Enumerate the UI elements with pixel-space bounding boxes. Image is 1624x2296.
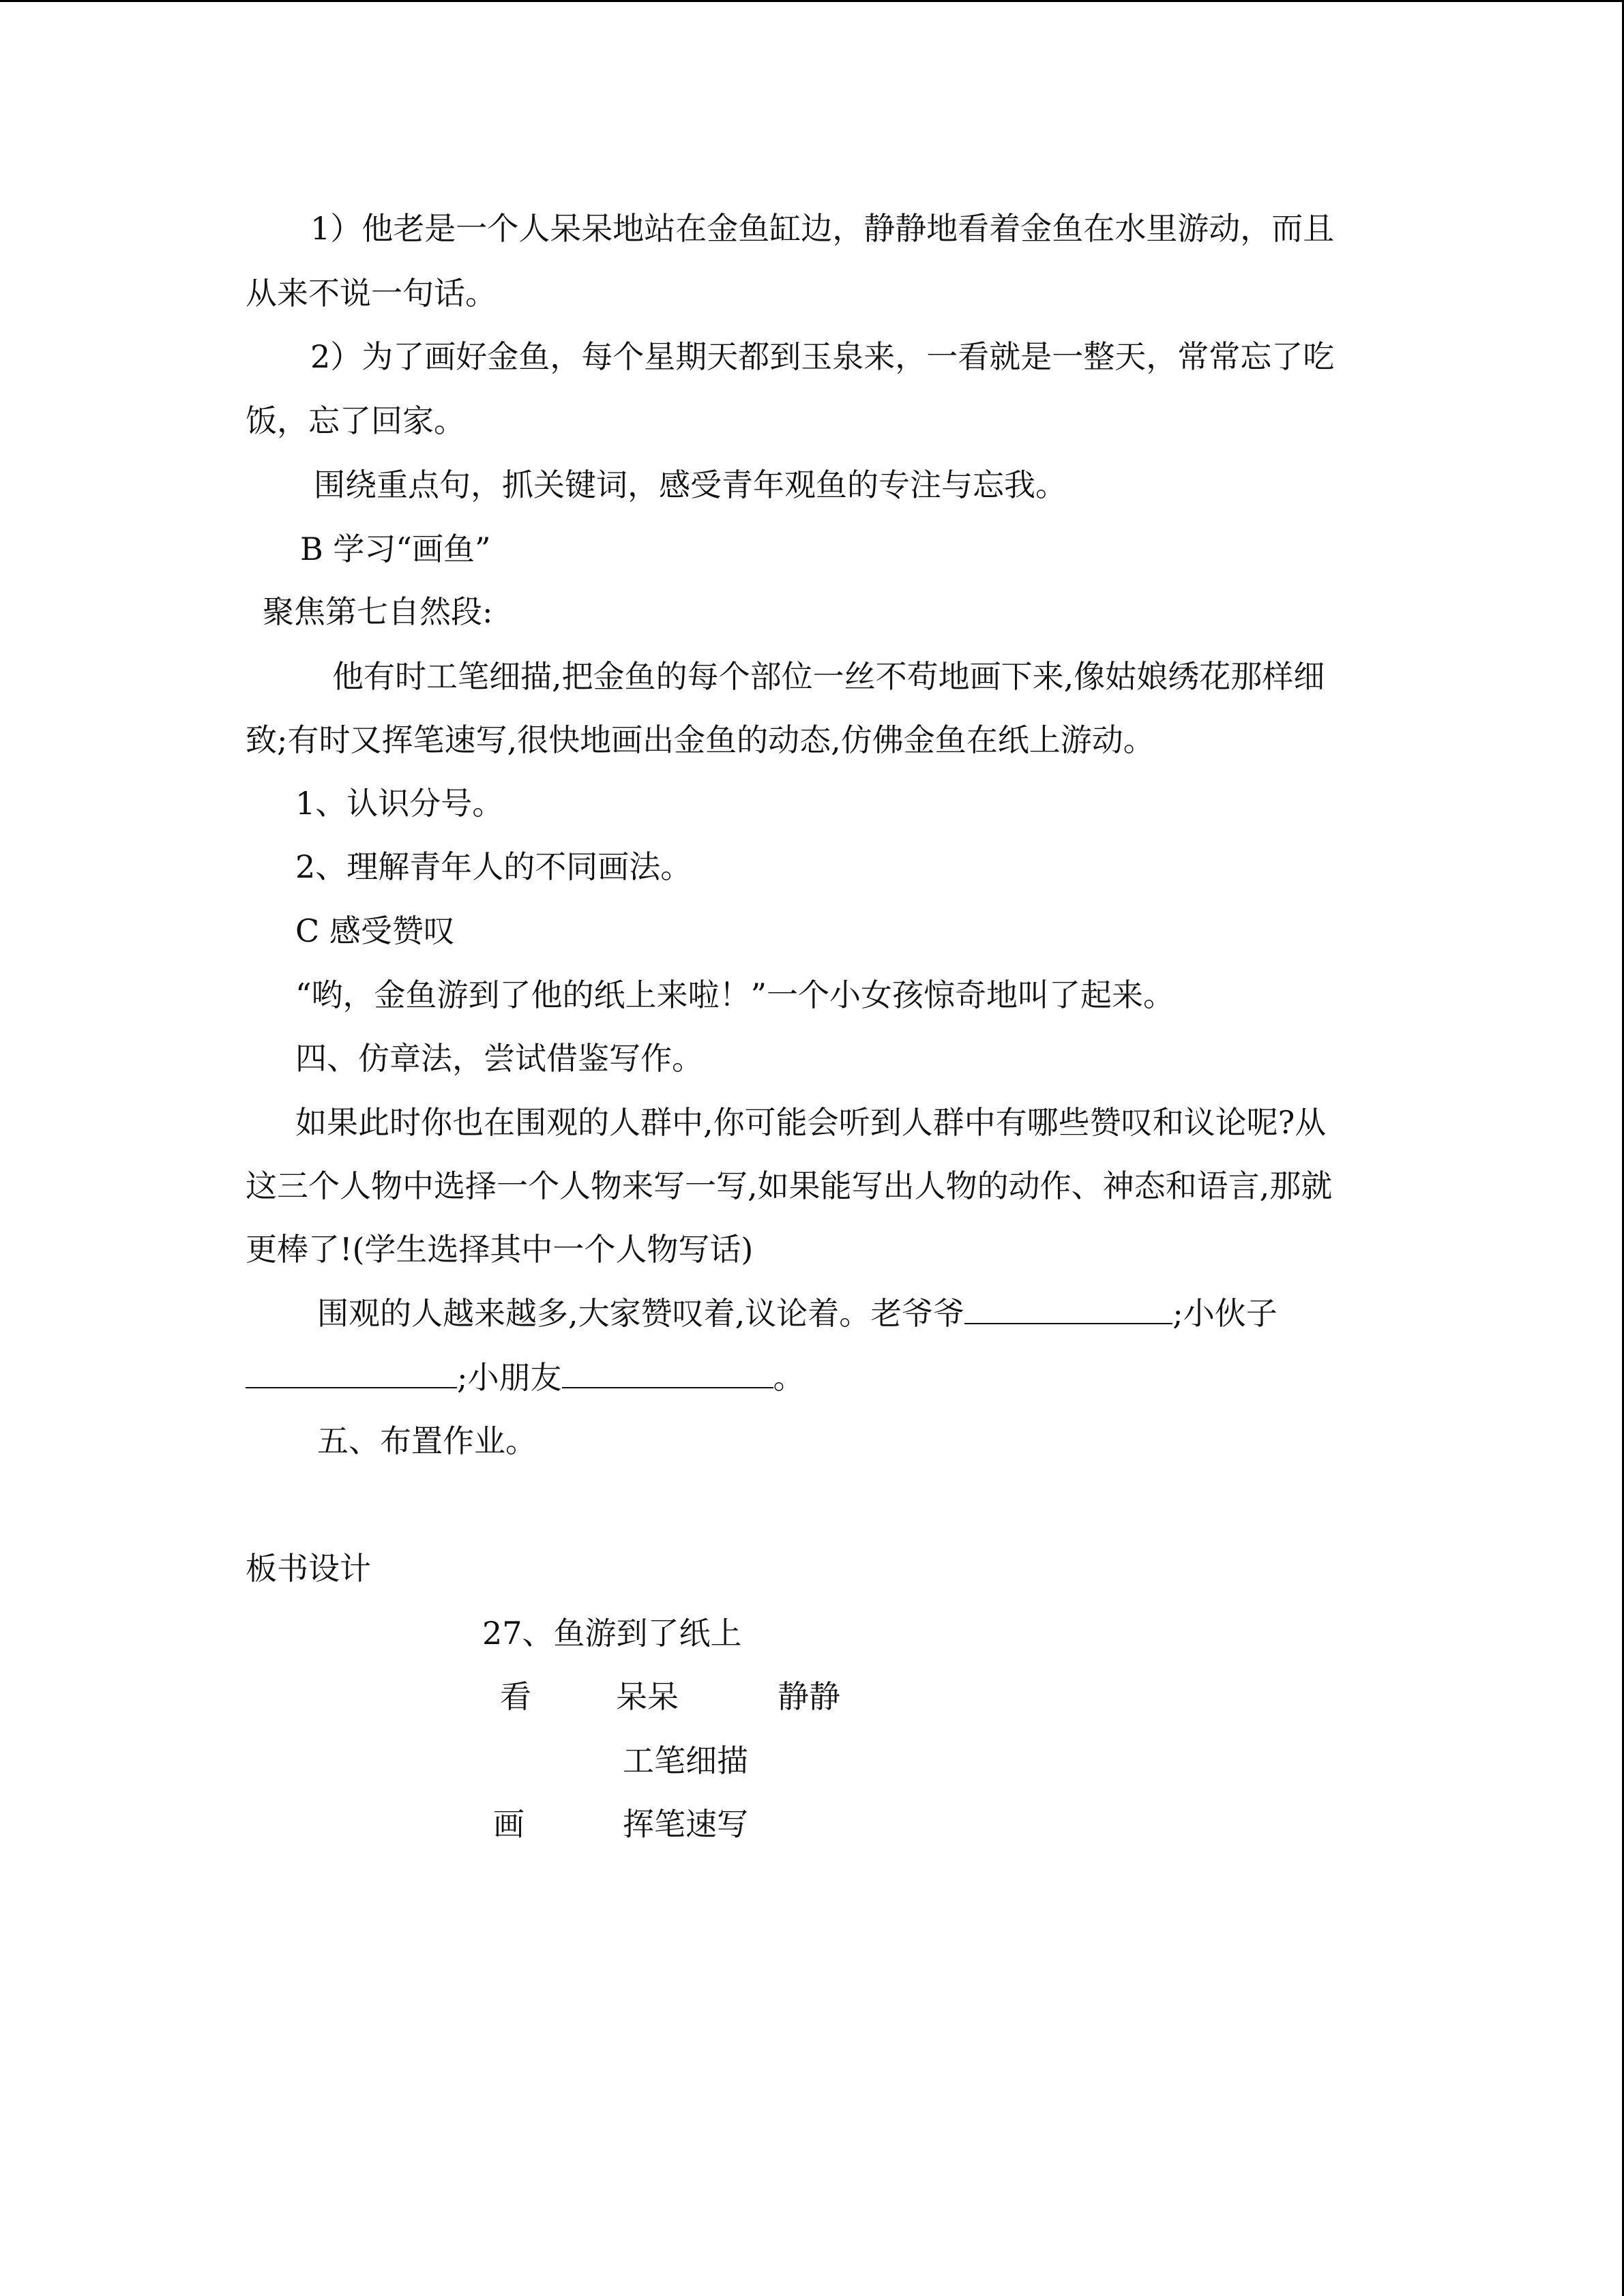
page-top-border: [0, 0, 1624, 2]
quote-line2: 致;有时又挥笔速写,很快地画出金鱼的动态,仿佛金鱼在纸上游动。: [246, 721, 1155, 758]
board-jingjing: 静静: [778, 1678, 840, 1715]
sentence1-line1: 1）他老是一个人呆呆地站在金鱼缸边，静静地看着金鱼在水里游动，而且: [310, 210, 1335, 247]
focus-paragraph-label: 聚焦第七自然段:: [263, 593, 493, 630]
sentence2-line2: 饭，忘了回家。: [246, 402, 465, 439]
sentence2-line1: 2）为了画好金鱼，每个星期天都到玉泉来，一看就是一整天，常常忘了吃: [310, 338, 1335, 375]
section-b-heading: B 学习“画鱼”: [300, 531, 491, 567]
girl-quote: “哟，金鱼游到了他的纸上来啦！”一个小女孩惊奇地叫了起来。: [295, 976, 1175, 1013]
blank-grandpa[interactable]: [964, 1293, 1172, 1324]
fill-in-sep-child: ;小朋友: [457, 1359, 562, 1396]
summary-text: 围绕重点句，抓关键词，感受青年观鱼的专注与忘我。: [314, 466, 1067, 503]
writing-prompt-line2: 这三个人物中选择一个人物来写一写,如果能写出人物的动作、神态和语言,那就: [246, 1167, 1333, 1204]
blank-young-man[interactable]: [246, 1357, 457, 1388]
task-2: 2、理解青年人的不同画法。: [295, 848, 692, 885]
fill-in-sep-young-man: ;小伙子: [1172, 1295, 1278, 1332]
task-1: 1、认识分号。: [295, 785, 504, 822]
board-title: 27、鱼游到了纸上: [482, 1615, 742, 1652]
writing-prompt-line3: 更棒了!(学生选择其中一个人物写话): [246, 1231, 754, 1268]
section-5-heading: 五、布置作业。: [317, 1422, 537, 1459]
sentence1-line2: 从来不说一句话。: [246, 275, 497, 312]
fill-in-end: 。: [773, 1359, 805, 1396]
writing-prompt-line1: 如果此时你也在围观的人群中,你可能会听到人群中有哪些赞叹和议论呢?从: [295, 1104, 1327, 1141]
quote-line1: 他有时工笔细描,把金鱼的每个部位一丝不苟地画下来,像姑娘绣花那样细: [332, 658, 1325, 695]
fill-in-intro: 围观的人越来越多,大家赞叹着,议论着。老爷爷: [317, 1295, 965, 1332]
blank-child[interactable]: [562, 1357, 773, 1388]
fill-in-line2: [246, 1357, 805, 1398]
board-daidai: 呆呆: [616, 1678, 679, 1715]
section-c-heading: C 感受赞叹: [295, 912, 455, 949]
board-look-label: 看: [500, 1678, 531, 1715]
section-4-heading: 四、仿章法，尝试借鉴写作。: [295, 1040, 703, 1077]
board-draw-label: 画: [493, 1806, 525, 1843]
fill-in-line1: [317, 1293, 1278, 1334]
board-huibi: 挥笔速写: [623, 1806, 748, 1843]
board-design-label: 板书设计: [246, 1550, 371, 1587]
board-gongbi: 工笔细描: [623, 1742, 748, 1779]
